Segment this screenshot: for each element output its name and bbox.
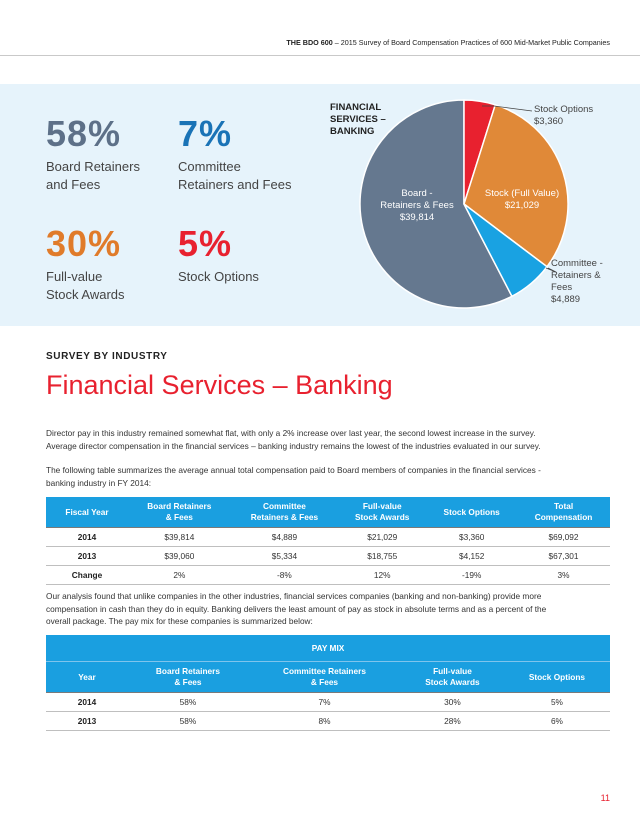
table-cell: 58% (128, 712, 248, 731)
section-label: SURVEY BY INDUSTRY (46, 351, 168, 362)
stat-label: Board Retainers and Fees (46, 159, 140, 192)
running-header (286, 38, 610, 47)
stat-percent: 5% (178, 223, 233, 264)
stat-full-value-stock (46, 223, 125, 304)
pay-mix-title-row (46, 635, 610, 662)
table-cell: 2014 (46, 693, 128, 712)
table-intro-paragraph: The following table summarizes the average annual total compensation paid to Board members of companies in the financial services - banking industry in FY 2014: (46, 465, 541, 488)
table-cell: $4,889 (231, 528, 339, 547)
col-header: Fiscal Year (46, 497, 128, 528)
table-cell: Change (46, 566, 128, 585)
table-cell: 12% (338, 566, 426, 585)
table-row (46, 547, 610, 566)
table-cell: $21,029 (338, 528, 426, 547)
pie-label-committee: Committee - Retainers & Fees $4,889 (551, 258, 603, 305)
table-row (46, 693, 610, 712)
table-cell: 58% (128, 693, 248, 712)
table-cell: 8% (248, 712, 401, 731)
pay-mix-table (46, 635, 610, 731)
table-cell: 2013 (46, 547, 128, 566)
header-rule (0, 55, 640, 56)
table-row (46, 566, 610, 585)
table-cell: 2013 (46, 712, 128, 731)
pie-label-board: Board - Retainers & Fees $39,814 (380, 188, 454, 223)
compensation-table (46, 497, 610, 585)
stat-board-retainers (46, 113, 140, 194)
stat-label: Full-value Stock Awards (46, 269, 125, 302)
col-header: Board Retainers & Fees (128, 497, 231, 528)
col-header: Committee Retainers & Fees (231, 497, 339, 528)
table-row (46, 712, 610, 731)
col-header: Committee Retainers & Fees (248, 662, 401, 693)
pie-chart (322, 90, 640, 326)
table-header-row (46, 497, 610, 528)
table-cell: 2014 (46, 528, 128, 547)
page-number: 11 (600, 793, 610, 803)
table-cell: $3,360 (426, 528, 517, 547)
table-cell: 5% (504, 693, 610, 712)
table-cell: $5,334 (231, 547, 339, 566)
col-header: Stock Options (504, 662, 610, 693)
stat-percent: 58% (46, 113, 122, 154)
table-cell: 6% (504, 712, 610, 731)
table-cell: -8% (231, 566, 339, 585)
table-cell: $69,092 (517, 528, 610, 547)
col-header: Total Compensation (517, 497, 610, 528)
table-cell: 2% (128, 566, 231, 585)
intro-paragraph: Director pay in this industry remained somewhat flat, with only a 2% increase over last year, the second lowest increase in the survey. Average director compensation in the financial services – banking industry remains the lowest of the industries evaluated in our survey. (46, 428, 541, 451)
table-cell: $18,755 (338, 547, 426, 566)
pie-label-stock-options: Stock Options $3,360 (534, 104, 594, 127)
table-row (46, 528, 610, 547)
table-header-row (46, 662, 610, 693)
table-cell: $39,060 (128, 547, 231, 566)
stat-label: Stock Options (178, 269, 259, 284)
pie-label-stock-full-value: Stock (Full Value) $21,029 (484, 188, 560, 211)
col-header: Year (46, 662, 128, 693)
table-cell: $67,301 (517, 547, 610, 566)
pay-mix-title: PAY MIX (46, 635, 610, 662)
stat-label: Committee Retainers and Fees (178, 159, 292, 192)
table-cell: -19% (426, 566, 517, 585)
table-cell: 30% (401, 693, 504, 712)
header-subtitle: – 2015 Survey of Board Compensation Practices of 600 Mid-Market Public Companies (332, 38, 610, 47)
col-header: Board Retainers & Fees (128, 662, 248, 693)
table-cell: 3% (517, 566, 610, 585)
col-header: Stock Options (426, 497, 517, 528)
table-cell: 7% (248, 693, 401, 712)
table-cell: $39,814 (128, 528, 231, 547)
header-brand: THE BDO 600 (286, 38, 333, 47)
pay-mix-paragraph: Our analysis found that unlike companies in the other industries, financial services companies (banking and non-banking) provide more compensation in cash than they do in equity. Banking delivers the least amount of pay as stock in absolute terms and as a percent of the overall package. The pay mix for these companies is summarized below: (46, 591, 547, 626)
stat-percent: 7% (178, 113, 233, 154)
stat-committee-retainers (178, 113, 292, 194)
col-header: Full-value Stock Awards (338, 497, 426, 528)
stat-percent: 30% (46, 223, 122, 264)
table-cell: 28% (401, 712, 504, 731)
table-cell: $4,152 (426, 547, 517, 566)
col-header: Full-value Stock Awards (401, 662, 504, 693)
page-title: Financial Services – Banking (46, 370, 393, 400)
stat-stock-options (178, 223, 259, 286)
pie-chart-title: FINANCIAL SERVICES – BANKING (330, 102, 386, 137)
